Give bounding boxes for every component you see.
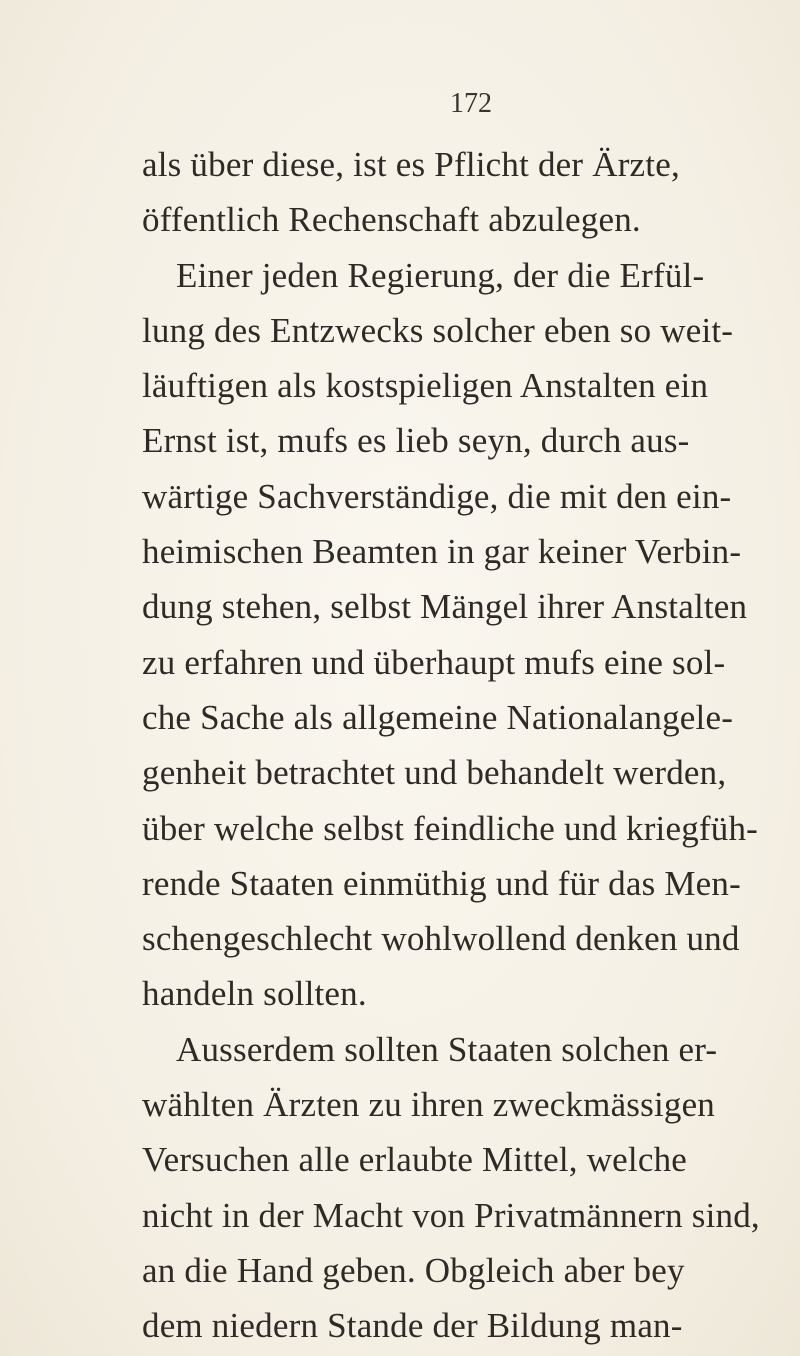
text-line: Ausserdem sollten Staaten solchen er- [176, 1029, 718, 1069]
text-line: che Sache als allgemeine Nationalangele- [142, 697, 734, 737]
text-line: dem niedern Stande der Bildung man- [142, 1306, 683, 1346]
text-line: an die Hand geben. Obgleich aber bey [142, 1250, 685, 1290]
text-line: heimischen Beamten in gar keiner Verbin- [142, 532, 742, 572]
text-line: handeln sollten. [142, 974, 367, 1014]
page-number: 172 [450, 88, 492, 119]
text-line: wählten Ärzten zu ihren zweckmässigen [142, 1085, 716, 1125]
text-line: rende Staaten einmüthig und für das Men- [142, 863, 741, 903]
text-line: dung stehen, selbst Mängel ihrer Anstalten [142, 587, 748, 627]
text-line: Versuchen alle erlaubte Mittel, welche [142, 1140, 688, 1180]
text-line: Ernst ist, mufs es lieb seyn, durch aus- [142, 421, 690, 461]
text-line: läuftigen als kostspieligen Anstalten ein [142, 366, 709, 406]
text-line: als über diese, ist es Pflicht der Ärzte, [142, 145, 680, 184]
text-line: Einer jeden Regierung, der die Erfül- [176, 255, 705, 295]
text-line: wärtige Sachverständige, die mit den ein- [142, 476, 732, 516]
text-line: lung des Entzwecks solcher eben so weit- [142, 310, 734, 350]
body-text [142, 137, 760, 1354]
text-line: nicht in der Macht von Privatmännern sind, [142, 1195, 760, 1235]
text-line: zu erfahren und überhaupt mufs eine sol- [142, 642, 726, 682]
text-line: öffentlich Rechenschaft abzulegen. [142, 200, 641, 240]
text-line: über welche selbst feindliche und kriegfüh- [142, 808, 759, 848]
text-line: schengeschlecht wohlwollend denken und [142, 919, 740, 959]
text-line: genheit betrachtet und behandelt werden, [142, 753, 727, 793]
